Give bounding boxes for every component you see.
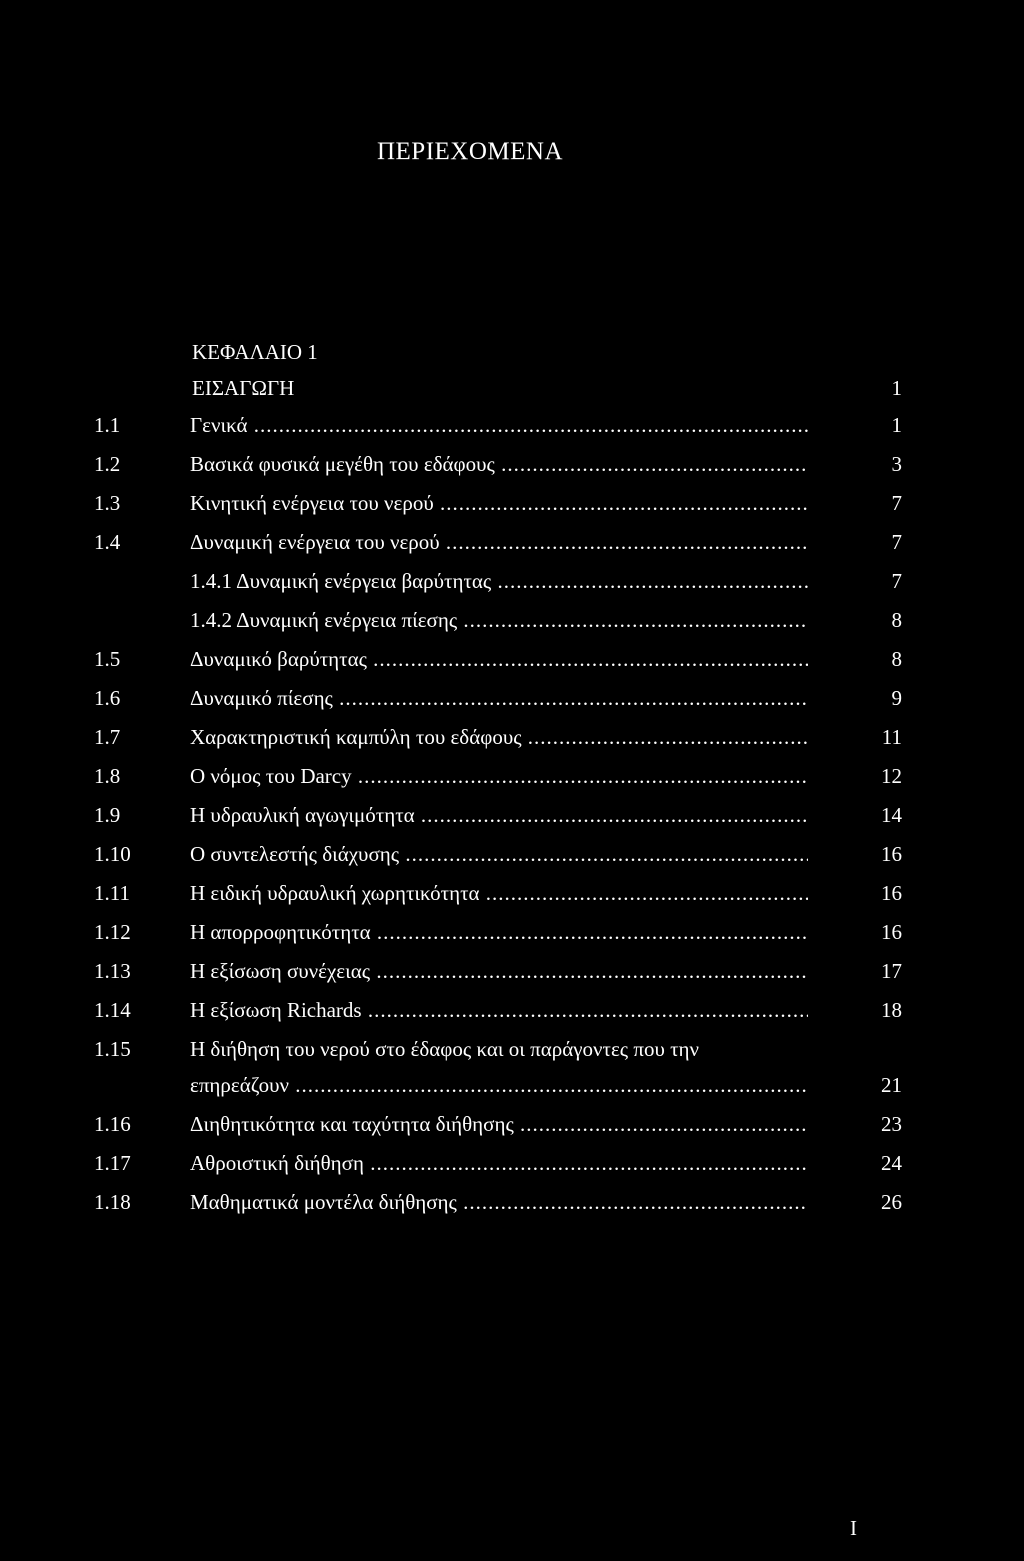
toc-entry-page: 14: [881, 803, 902, 827]
toc-entry-number: 1.8: [94, 764, 121, 788]
toc-entry-title: Δυναμικό βαρύτητας .....: [190, 645, 808, 673]
toc-entry-title: Η εξίσωση συνέχειας .....: [190, 957, 808, 985]
toc-entry-page: 7: [891, 569, 902, 593]
toc-entry-title: Δυναμικό πίεσης .....: [190, 684, 808, 712]
toc-entry: [0, 996, 1024, 1024]
toc-entry: [0, 840, 1024, 868]
toc-entry-title: Η απορροφητικότητα .....: [190, 918, 808, 946]
toc-entry: [0, 684, 1024, 712]
toc-entry-page: 18: [881, 998, 902, 1022]
toc-entry-title: Διηθητικότητα και ταχύτητα διήθησης .....: [190, 1110, 808, 1138]
toc-entry-title: Βασικά φυσικά μεγέθη του εδάφους .....: [190, 450, 808, 478]
toc-entry-number: 1.9: [94, 803, 121, 827]
toc-entry-title: Η ειδική υδραυλική χωρητικότητα .....: [190, 879, 808, 907]
toc-entry: [0, 723, 1024, 751]
chapter-heading: ΕΙΣΑΓΩΓΗ: [192, 376, 295, 400]
toc-entry: [0, 645, 1024, 673]
toc-entry-page: 16: [881, 920, 902, 944]
toc-entry-page: 26: [881, 1190, 902, 1214]
toc-subentry: [0, 606, 1024, 634]
toc-entry-page: 1: [891, 413, 902, 437]
toc-entry: [0, 411, 1024, 439]
toc-entry-page: 11: [881, 725, 902, 749]
toc-entry-number: 1.15: [94, 1037, 131, 1061]
toc-entry-page: 16: [881, 881, 902, 905]
toc-entry-number: 1.12: [94, 920, 131, 944]
toc-entry: [0, 918, 1024, 946]
page-number: I: [850, 1516, 857, 1540]
toc-entry: [0, 1188, 1024, 1216]
toc-entry-number: 1.10: [94, 842, 131, 866]
toc-entry-page: 23: [881, 1112, 902, 1136]
toc-entry: [0, 528, 1024, 556]
toc-entry-number: 1.18: [94, 1190, 131, 1214]
chapter-heading-row: [0, 374, 1024, 402]
chapter-heading-page: 1: [891, 376, 902, 400]
toc-entry-page: 7: [891, 530, 902, 554]
toc-entry-title: Η εξίσωση Richards .....: [190, 996, 808, 1024]
toc-entry-number: 1.17: [94, 1151, 131, 1175]
toc-entry-title: Η υδραυλική αγωγιμότητα .....: [190, 801, 808, 829]
toc-entry-number: 1.6: [94, 686, 121, 710]
toc-entry: [0, 762, 1024, 790]
toc-entry-title: Η διήθηση του νερού στο έδαφος και οι παράγοντες που την: [190, 1037, 700, 1061]
page-title: ΠΕΡΙΕΧΟΜΕΝΑ: [376, 138, 564, 165]
toc-entry-number: 1.14: [94, 998, 131, 1022]
toc-entry-page: 8: [891, 647, 902, 671]
toc-entry-title: Δυναμική ενέργεια του νερού .....: [190, 528, 808, 556]
toc-entry-title: Αθροιστική διήθηση .....: [190, 1149, 808, 1177]
toc-entry-title: 1.4.1 Δυναμική ενέργεια βαρύτητας .....: [190, 567, 808, 595]
toc-entry-title: επηρεάζουν .....: [190, 1071, 808, 1099]
toc-entry-number: 1.11: [94, 881, 130, 905]
toc-entry: [0, 1149, 1024, 1177]
toc-entry-page: 17: [881, 959, 902, 983]
toc-entry-page: 7: [891, 491, 902, 515]
toc-entry-number: 1.1: [94, 413, 121, 437]
toc-subentry: [0, 567, 1024, 595]
toc-entry-number: 1.7: [94, 725, 121, 749]
toc-entry: [0, 957, 1024, 985]
toc-entry-page: 8: [891, 608, 902, 632]
toc-entry-continuation: [0, 1071, 1024, 1099]
toc-entry-title: Χαρακτηριστική καμπύλη του εδάφους .....: [190, 723, 808, 751]
toc-entry: [0, 1110, 1024, 1138]
toc-entry: [0, 801, 1024, 829]
toc-entry-page: 3: [891, 452, 902, 476]
toc-entry-number: 1.4: [94, 530, 121, 554]
toc-entry-title: Ο συντελεστής διάχυσης .....: [190, 840, 808, 868]
toc-entry: [0, 879, 1024, 907]
toc-entry-number: 1.5: [94, 647, 121, 671]
toc-entry-title: Γενικά .....: [190, 411, 808, 439]
toc-entry-number: 1.13: [94, 959, 131, 983]
toc-entry-title: Μαθηματικά μοντέλα διήθησης .....: [190, 1188, 808, 1216]
toc-entry-page: 24: [881, 1151, 902, 1175]
toc-entry-page: 9: [891, 686, 902, 710]
toc-entry-page: 16: [881, 842, 902, 866]
toc-entry-page: 12: [881, 764, 902, 788]
chapter-label: ΚΕΦΑΛΑΙΟ 1: [192, 340, 318, 364]
toc-entry-number: 1.16: [94, 1112, 131, 1136]
toc-entry: [0, 1035, 1024, 1063]
toc-entry-page: 21: [881, 1073, 902, 1097]
toc-entry-title: 1.4.2 Δυναμική ενέργεια πίεσης .....: [190, 606, 808, 634]
toc-entry-number: 1.2: [94, 452, 121, 476]
toc-entry-number: 1.3: [94, 491, 121, 515]
toc-entry-title: Κινητική ενέργεια του νερού .....: [190, 489, 808, 517]
toc-entry-title: Ο νόμος του Darcy .....: [190, 762, 808, 790]
toc-entry: [0, 489, 1024, 517]
toc-entry: [0, 450, 1024, 478]
